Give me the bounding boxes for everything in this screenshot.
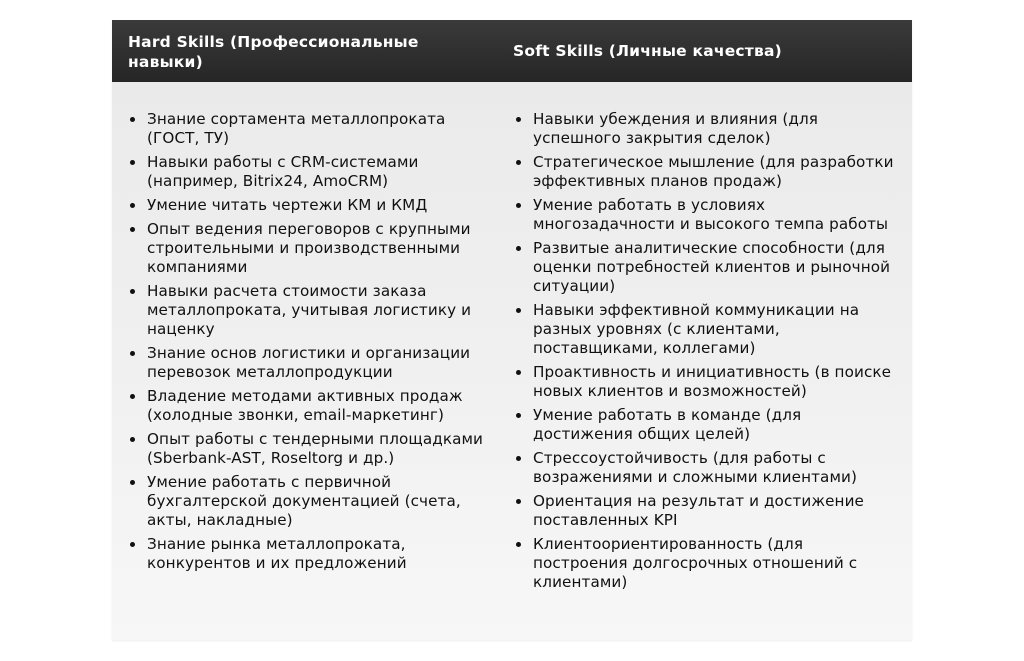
hard-skill-text: Опыт ведения переговоров с крупными строительными и производственными компаниями (147, 220, 471, 276)
hard-skills-heading: Hard Skills (Профессиональные навыки) (128, 33, 419, 71)
bullet-icon (516, 117, 521, 122)
bullet-icon (130, 160, 135, 165)
hard-skill-text: Навыки работы с CRM-системами (например, Bitrix24, AmoCRM) (147, 153, 419, 190)
list-item (514, 492, 894, 530)
list-item (128, 473, 484, 530)
bullet-icon (516, 308, 521, 313)
list-item (514, 110, 894, 148)
bullet-icon (130, 351, 135, 356)
list-item (128, 220, 484, 277)
skills-table (112, 20, 912, 640)
list-item (514, 196, 894, 234)
list-item (128, 344, 484, 382)
soft-skill-text: Навыки эффективной коммуникации на разных уровнях (с клиентами, поставщиками, коллегами) (533, 301, 860, 357)
bullet-icon (130, 437, 135, 442)
hard-skill-text: Владение методами активных продаж (холодные звонки, email-маркетинг) (147, 387, 463, 424)
list-item (514, 301, 894, 358)
hard-skill-text: Умение работать с первичной бухгалтерской документацией (счета, акты, накладные) (147, 473, 461, 529)
hard-skill-text: Навыки расчета стоимости заказа металлопроката, учитывая логистику и наценку (147, 282, 472, 338)
list-item (514, 153, 894, 191)
table-header (112, 20, 912, 82)
list-item (128, 535, 484, 573)
list-item (128, 196, 484, 215)
soft-skills-list (514, 110, 894, 597)
bullet-icon (130, 203, 135, 208)
bullet-icon (516, 413, 521, 418)
bullet-icon (130, 289, 135, 294)
bullet-icon (516, 370, 521, 375)
soft-skill-text: Навыки убеждения и влияния (для успешного закрытия сделок) (533, 110, 819, 147)
hard-skill-text: Знание сортамента металлопроката (ГОСТ, ТУ) (147, 110, 446, 147)
list-item (514, 363, 894, 401)
list-item (128, 110, 484, 148)
soft-skills-heading: Soft Skills (Личные качества) (513, 42, 782, 60)
hard-skills-list (128, 110, 484, 578)
bullet-icon (516, 542, 521, 547)
list-item (514, 535, 894, 592)
hard-skill-text: Опыт работы с тендерными площадками (Sberbank-AST, Roseltorg и др.) (147, 430, 484, 467)
list-item (128, 430, 484, 468)
soft-skill-text: Ориентация на результат и достижение поставленных KPI (533, 492, 864, 529)
hard-skill-text: Знание рынка металлопроката, конкурентов и их предложений (147, 535, 407, 572)
soft-skill-text: Стрессоустойчивость (для работы с возражениями и сложными клиентами) (533, 449, 858, 486)
list-item (514, 239, 894, 296)
bullet-icon (130, 394, 135, 399)
soft-skill-text: Развитые аналитические способности (для оценки потребностей клиентов и рыночной ситуации) (533, 239, 891, 295)
hard-skill-text: Знание основ логистики и организации перевозок металлопродукции (147, 344, 471, 381)
bullet-icon (516, 499, 521, 504)
soft-skill-text: Проактивность и инициативность (в поиске новых клиентов и возможностей) (533, 363, 892, 400)
soft-skill-text: Умение работать в условиях многозадачности и высокого темпа работы (533, 196, 889, 233)
soft-skill-text: Умение работать в команде (для достижения общих целей) (533, 406, 802, 443)
list-item (514, 406, 894, 444)
bullet-icon (130, 227, 135, 232)
soft-skill-text: Стратегическое мышление (для разработки эффективных планов продаж) (533, 153, 894, 190)
list-item (128, 153, 484, 191)
bullet-icon (516, 160, 521, 165)
list-item (128, 282, 484, 339)
bullet-icon (130, 480, 135, 485)
bullet-icon (516, 246, 521, 251)
bullet-icon (516, 203, 521, 208)
list-item (128, 387, 484, 425)
hard-skill-text: Умение читать чертежи КМ и КМД (147, 196, 428, 214)
list-item (514, 449, 894, 487)
bullet-icon (130, 542, 135, 547)
soft-skill-text: Клиентоориентированность (для построения долгосрочных отношений с клиентами) (533, 535, 858, 591)
bullet-icon (516, 456, 521, 461)
bullet-icon (130, 117, 135, 122)
